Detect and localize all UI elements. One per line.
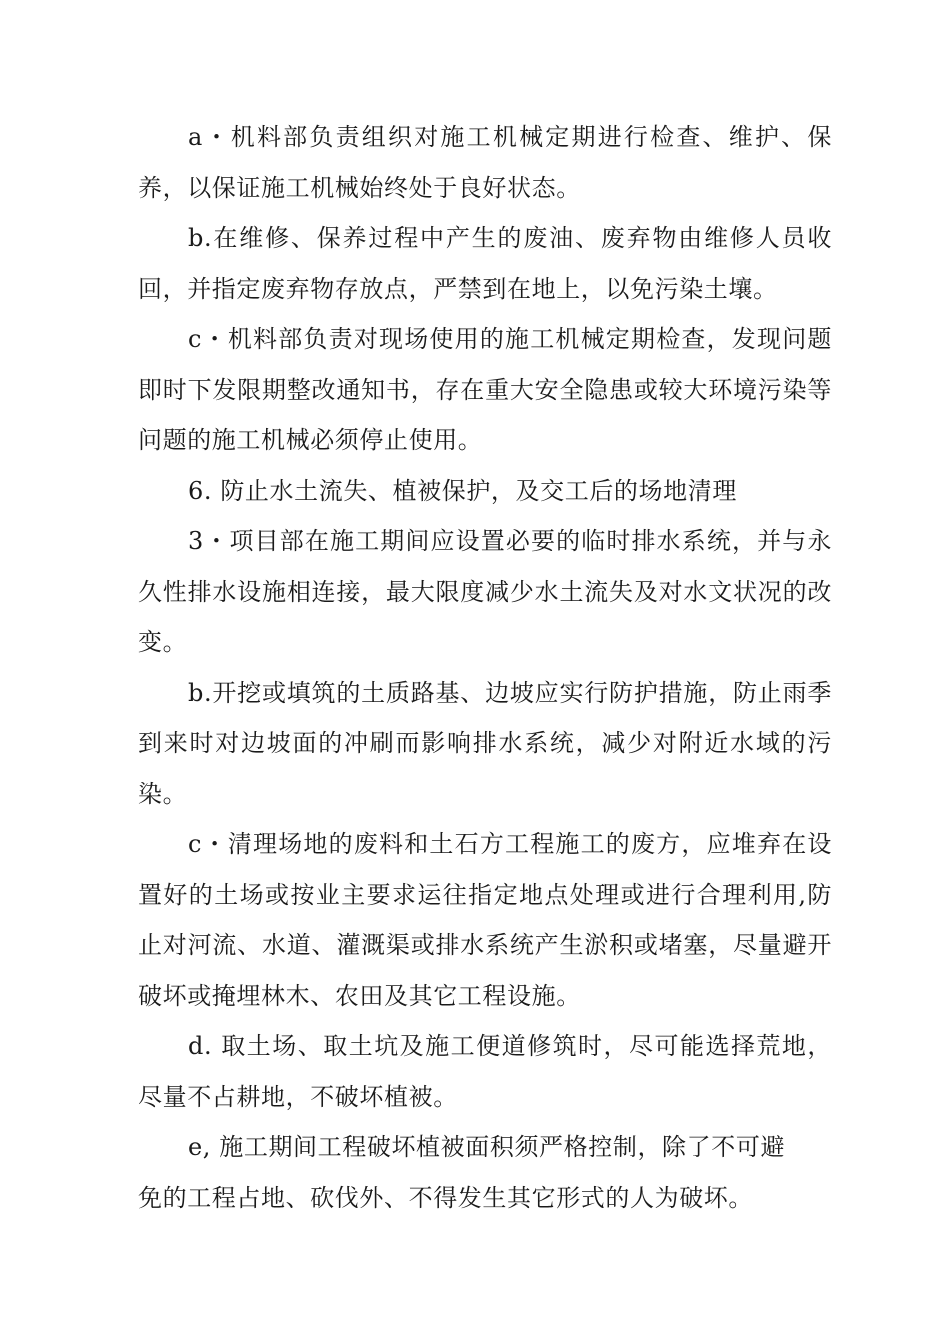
paragraph-3-drainage-system: 3・项目部在施工期间应设置必要的临时排水系统，并与永久性排水设施相连接，最大限度减少水土流失及对水文状况的改变。 xyxy=(138,527,832,656)
paragraph-c-site-cleanup: c・清理场地的废料和土石方工程施工的废方，应堆弃在设置好的土场或按业主要求运往指定地点处理或进行合理利用,防止对河流、水道、灌溉渠或排水系统产生淤积或堵塞，尽量避开破坏或掩埋林木、农田及其它工程设施。 xyxy=(138,830,832,1010)
paragraph-e-continuation: 免的工程占地、砍伐外、不得发生其它形式的人为破坏。 xyxy=(138,1183,753,1212)
document-body xyxy=(138,112,832,1223)
paragraph-b-slope-protection: b.开挖或填筑的土质路基、边坡应实行防护措施，防止雨季到来时对边坡面的冲刷而影响排水系统，减少对附近水域的污染。 xyxy=(138,678,832,808)
section-heading-6: 6. 防止水土流失、植被保护，及交工后的场地清理 xyxy=(188,476,737,505)
paragraph-b-waste-oil-recovery: b.在维修、保养过程中产生的废油、废弃物由维修人员收回，并指定废弃物存放点，严禁到在地上，以免污染土壤。 xyxy=(138,224,832,303)
paragraph-d-borrow-pit: d. 取土场、取土坑及施工便道修筑时，尽可能选择荒地，尽量不占耕地，不破坏植被。 xyxy=(138,1032,832,1111)
paragraph-c-machinery-check: c・机料部负责对现场使用的施工机械定期检查，发现问题即时下发限期整改通知书，存在重大安全隐患或较大环境污染等问题的施工机械必须停止使用。 xyxy=(138,325,832,454)
paragraph-e-vegetation-control: e, 施工期间工程破坏植被面积须严格控制，除了不可避 xyxy=(188,1133,786,1161)
paragraph-a-machinery-inspection: a・机料部负责组织对施工机械定期进行检查、维护、保养，以保证施工机械始终处于良好状态。 xyxy=(138,123,832,202)
